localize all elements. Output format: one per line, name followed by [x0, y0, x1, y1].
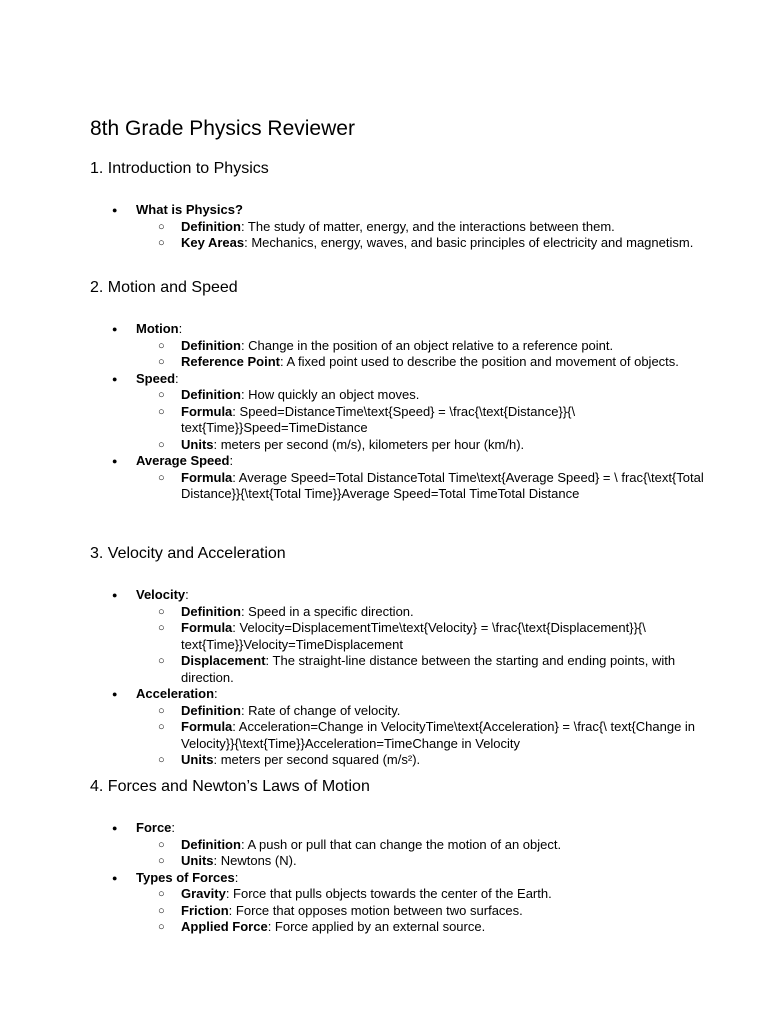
bullet-item — [90, 820, 710, 870]
sub-term: Units — [181, 436, 214, 452]
sub-item — [136, 404, 710, 437]
sub-term: Definition — [181, 337, 241, 353]
sub-list — [136, 703, 710, 769]
sub-term: Formula — [181, 469, 233, 485]
sub-term: Units — [181, 752, 214, 767]
bullet-item — [90, 371, 710, 454]
section-forces-newtons-laws — [90, 777, 710, 936]
sub-term: Units — [181, 853, 214, 868]
section-heading: 1. Introduction to Physics — [90, 160, 269, 177]
sub-item — [136, 470, 710, 503]
section-heading: 3. Velocity and Acceleration — [90, 545, 286, 562]
sub-item — [136, 620, 710, 653]
sub-list — [136, 387, 710, 453]
document-title: 8th Grade Physics Reviewer — [90, 117, 355, 140]
bullet-suffix: : — [214, 686, 218, 701]
sub-item — [136, 752, 710, 769]
sub-item — [136, 853, 710, 870]
sub-text: : Force that opposes motion between two surfaces. — [228, 902, 523, 918]
sub-term: Definition — [181, 387, 241, 402]
bullet-term: What is Physics? — [136, 202, 243, 217]
bullet-list — [90, 587, 710, 769]
section-introduction — [90, 159, 710, 252]
sub-text: : meters per second squared (m/s²). — [213, 752, 421, 767]
sub-term: Formula — [181, 620, 233, 635]
sub-term: Definition — [181, 836, 241, 852]
sub-item — [136, 837, 710, 854]
sub-item — [136, 354, 710, 371]
sub-term: Gravity — [181, 886, 226, 901]
bullet-list — [90, 820, 710, 936]
sub-list — [136, 219, 710, 252]
sub-item — [136, 338, 710, 355]
sub-list — [136, 837, 710, 870]
bullet-item — [90, 686, 710, 769]
sub-item — [136, 886, 710, 903]
sub-text: : Average Speed=Total DistanceTotal Time\text{Average Speed} = \ frac{\text{Total Distance}}{\text{Total Time}}Average Speed=Total TimeTotal Distance — [181, 469, 704, 501]
bullet-suffix: : — [175, 370, 179, 386]
bullet-term: Speed — [136, 370, 176, 386]
sub-list — [136, 470, 710, 503]
sub-text: : How quickly an object moves. — [240, 387, 420, 402]
sub-text: : Newtons (N). — [213, 853, 297, 868]
bullet-item — [90, 870, 710, 936]
bullet-term: Acceleration — [136, 686, 215, 701]
sub-item — [136, 387, 710, 404]
sub-item — [136, 235, 710, 252]
sub-term: Formula — [181, 403, 233, 419]
bullet-suffix: : — [185, 587, 189, 602]
sub-term: Applied Force — [181, 919, 268, 934]
sub-item — [136, 719, 710, 752]
bullet-suffix: : — [171, 820, 176, 835]
sub-term: Definition — [181, 603, 241, 619]
bullet-term: Average Speed — [136, 453, 230, 468]
sub-text: : Change in the position of an object relative to a reference point. — [240, 337, 614, 353]
sub-text: : Force that pulls objects towards the center of the Earth. — [225, 886, 552, 901]
sub-text: : Acceleration=Change in VelocityTime\text{Acceleration} = \frac{\ text{Change in Velocity}}{\text{Time}}Acceleration=TimeChange in Velocity — [181, 719, 696, 751]
sub-text: : Speed=DistanceTime\text{Speed} = \frac{\text{Distance}}{\ text{Time}}Speed=TimeDistance — [181, 403, 576, 435]
sub-item — [136, 604, 710, 621]
sub-item — [136, 437, 710, 454]
sub-term: Formula — [181, 719, 233, 734]
sub-text: : Speed in a specific direction. — [240, 603, 414, 619]
sub-text: : Velocity=DisplacementTime\text{Velocity} = \frac{\text{Displacement}}{\ text{Time}}Velocity=TimeDisplacement — [181, 620, 646, 652]
sub-list — [136, 604, 710, 687]
sub-item — [136, 919, 710, 936]
sub-text: : A push or pull that can change the motion of an object. — [240, 836, 562, 852]
bullet-item — [90, 587, 710, 686]
bullet-term: Force — [136, 820, 172, 835]
section-heading: 2. Motion and Speed — [90, 279, 238, 296]
bullet-list — [90, 202, 710, 252]
sub-item — [136, 219, 710, 236]
bullet-list — [90, 321, 710, 503]
section-motion-speed — [90, 278, 710, 503]
bullet-term: Motion — [136, 321, 179, 336]
sub-term: Key Areas — [181, 235, 245, 250]
sub-list — [136, 886, 710, 936]
sub-text: : Force applied by an external source. — [267, 919, 486, 934]
sub-text: : Mechanics, energy, waves, and basic principles of electricity and magnetism. — [244, 235, 694, 250]
bullet-term: Velocity — [136, 587, 186, 602]
sub-text: : Rate of change of velocity. — [240, 702, 401, 718]
section-heading: 4. Forces and Newton’s Laws of Motion — [90, 778, 370, 795]
section-velocity-acceleration — [90, 544, 710, 769]
bullet-item — [90, 453, 710, 503]
bullet-term: Types of Forces — [136, 869, 235, 885]
bullet-item — [90, 321, 710, 371]
sub-text: : meters per second (m/s), kilometers per hour (km/h). — [213, 436, 525, 452]
sub-text: : A fixed point used to describe the position and movement of objects. — [279, 354, 679, 369]
sub-term: Reference Point — [181, 354, 280, 369]
bullet-suffix: : — [178, 321, 183, 336]
sub-item — [136, 653, 710, 686]
sub-list — [136, 338, 710, 371]
sub-term: Definition — [181, 218, 241, 234]
sub-text: : The study of matter, energy, and the interactions between them. — [240, 218, 615, 234]
sub-term: Definition — [181, 702, 241, 718]
bullet-suffix: : — [234, 869, 239, 885]
bullet-suffix: : — [229, 453, 234, 468]
bullet-item — [90, 202, 710, 252]
sub-term: Friction — [181, 902, 229, 918]
sub-item — [136, 903, 710, 920]
sub-term: Displacement — [181, 653, 266, 668]
sub-text: : The straight-line distance between the starting and ending points, with direction. — [181, 653, 676, 685]
sub-item — [136, 703, 710, 720]
